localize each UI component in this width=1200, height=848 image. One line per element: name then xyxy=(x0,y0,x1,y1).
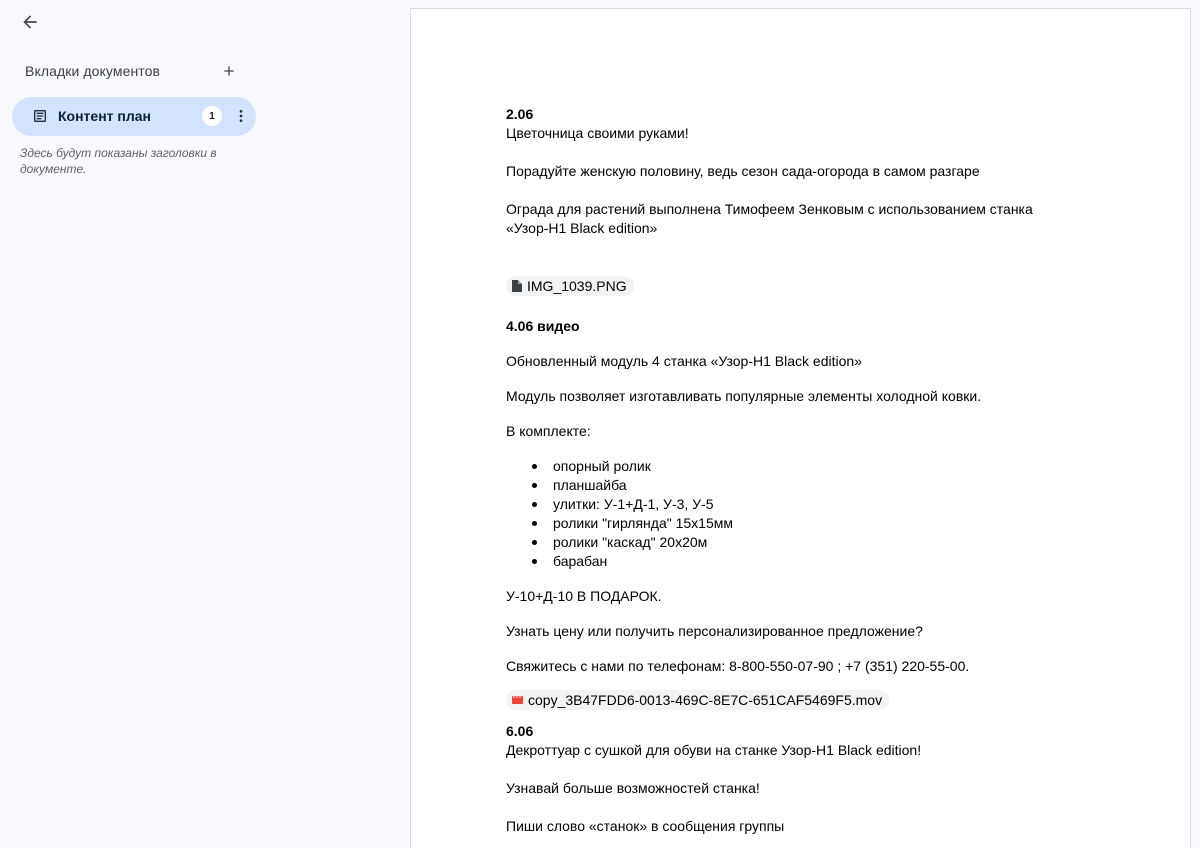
attachment-chip-image[interactable] xyxy=(506,276,634,296)
document-tabs-sidebar xyxy=(0,0,410,840)
document-page[interactable] xyxy=(410,8,1191,848)
list-item: улитки: У-1+Д-1, У-3, У-5 xyxy=(532,495,1076,514)
arrow-left-icon xyxy=(20,12,40,32)
file-icon xyxy=(512,280,522,292)
attachment-name: copy_3B47FDD6-0013-469C-8E7C-651CAF5469F5.mov xyxy=(528,691,883,708)
tab-count-badge: 1 xyxy=(202,106,222,126)
list-item: ролики "каскад" 20х20м xyxy=(532,533,1076,552)
attachment-name: IMG_1039.PNG xyxy=(527,277,627,294)
list-item: ролики "гирлянда" 15х15мм xyxy=(532,514,1076,533)
tab-label: Контент план xyxy=(58,108,151,124)
more-vert-icon xyxy=(233,108,249,124)
document-body[interactable] xyxy=(506,105,1076,836)
paragraph: Цветочница своими руками! xyxy=(506,125,689,141)
document-icon xyxy=(32,108,48,124)
document-tabs-header: Вкладки документов xyxy=(25,63,161,79)
paragraph: Узнавай больше возможностей станка! xyxy=(506,780,760,796)
add-tab-button[interactable] xyxy=(218,60,240,82)
back-button[interactable] xyxy=(16,8,44,36)
tab-content-plan[interactable] xyxy=(12,97,256,136)
tab-options-button[interactable] xyxy=(231,106,251,126)
kit-list xyxy=(506,457,1076,571)
paragraph: Пиши слово «станок» в сообщения группы xyxy=(506,818,785,834)
post-date-heading: 4.06 видео xyxy=(506,318,580,334)
list-item: планшайба xyxy=(532,476,1076,495)
paragraph: Узнать цену или получить персонализированное предложение? xyxy=(506,623,923,639)
attachment-chip-video[interactable] xyxy=(506,690,889,710)
paragraph: Модуль позволяет изготавливать популярные элементы холодной ковки. xyxy=(506,388,982,404)
list-item: опорный ролик xyxy=(532,457,1076,476)
paragraph: У-10+Д-10 В ПОДАРОК. xyxy=(506,588,662,604)
headings-hint: Здесь будут показаны заголовки в документе. xyxy=(20,146,217,176)
paragraph: Обновленный модуль 4 станка «Узор-Н1 Black edition» xyxy=(506,353,862,369)
post-date-heading: 6.06 xyxy=(506,723,534,739)
plus-icon xyxy=(221,63,237,79)
paragraph: В комплекте: xyxy=(506,423,591,439)
paragraph: Порадуйте женскую половину, ведь сезон сада-огорода в самом разгаре xyxy=(506,163,980,179)
list-item: барабан xyxy=(532,552,1076,571)
paragraph: Ограда для растений выполнена Тимофеем Зенковым с использованием станка «Узор-Н1 Black edition» xyxy=(506,201,1033,236)
paragraph: Декроттуар с сушкой для обуви на станке Узор-Н1 Black edition! xyxy=(506,742,922,758)
video-file-icon xyxy=(512,695,523,705)
paragraph: Свяжитесь с нами по телефонам: 8-800-550-07-90 ; +7 (351) 220-55-00. xyxy=(506,658,970,674)
post-date-heading: 2.06 xyxy=(506,106,534,122)
